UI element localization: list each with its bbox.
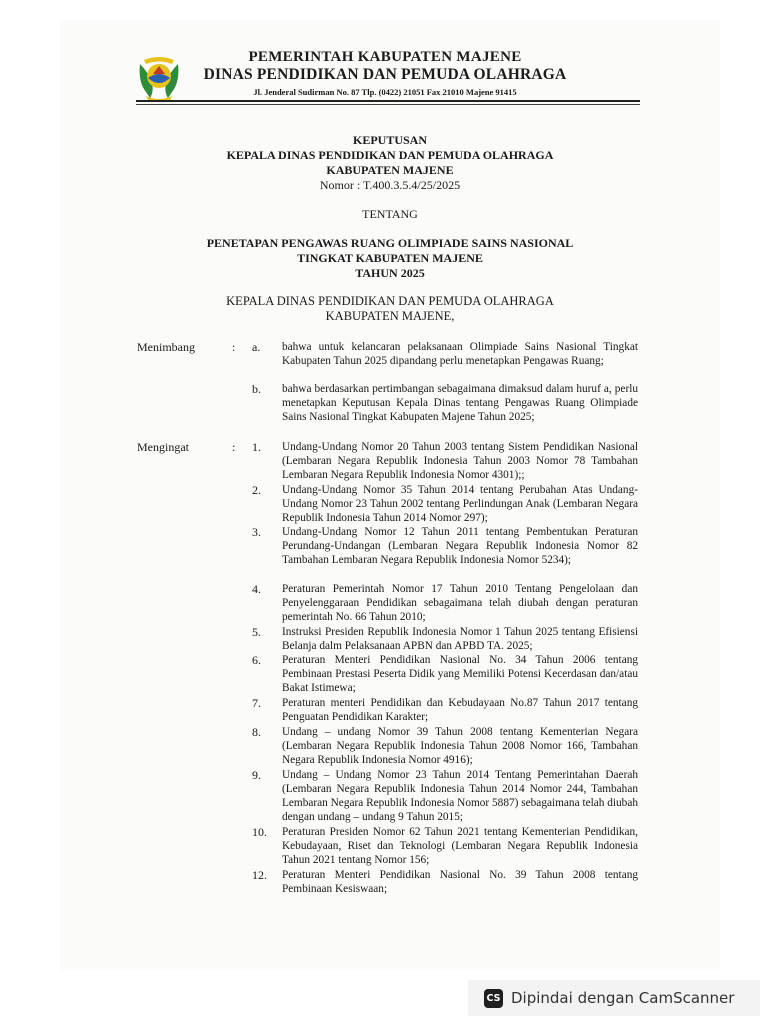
menimbang-item-number: a. xyxy=(252,340,261,354)
mengingat-item-number: 4. xyxy=(252,582,261,596)
subject-line-2: TINGKAT KABUPATEN MAJENE xyxy=(297,251,483,265)
mengingat-item-number: 1. xyxy=(252,440,261,454)
department-address: Jl. Jenderal Sudirman No. 87 Tlp. (0422) 21051 Fax 21010 Majene 91415 xyxy=(253,87,517,97)
mengingat-item-number: 7. xyxy=(252,696,261,710)
camscanner-watermark xyxy=(468,980,760,1016)
mengingat-item-text: Peraturan Pemerintah Nomor 17 Tahun 2010 Tentang Pengelolaan dan Penyelenggaraan Pendidikan sebagaimana telah diubah dengan peraturan pemerintah No. 66 Tahun 2010; xyxy=(282,583,638,623)
mengingat-item-number: 3. xyxy=(252,525,261,539)
mengingat-item-number: 5. xyxy=(252,625,261,639)
mengingat-item-text: Peraturan Menteri Pendidikan Nasional No. 39 Tahun 2008 tentang Pembinaan Kesiswaan; xyxy=(282,869,638,895)
letterhead-rule-thick xyxy=(136,100,640,102)
about-heading: TENTANG xyxy=(362,207,418,221)
department-name: DINAS PENDIDIKAN DAN PEMUDA OLAHRAGA xyxy=(203,66,567,83)
mengingat-label: Mengingat xyxy=(137,440,189,454)
mengingat-item-text: Undang-Undang Nomor 20 Tahun 2003 tentang Sistem Pendidikan Nasional (Lembaran Negara Republik Indonesia Tahun 2003 Nomor 78 Tambahan Lembaran Negara Republik Indonesia Nomor 4301);; xyxy=(282,441,638,481)
authority-line-2: KABUPATEN MAJENE, xyxy=(325,309,455,323)
menimbang-item-number: b. xyxy=(252,382,261,396)
mengingat-item-text: Peraturan Menteri Pendidikan Nasional No. 34 Tahun 2006 tentang Pembinaan Prestasi Peserta Didik yang Memiliki Potensi Kecerdasan dan/atau Bakat Istimewa; xyxy=(282,654,638,694)
mengingat-item-text: Undang – undang Nomor 39 Tahun 2008 tentang Kementerian Negara (Lembaran Negara Republik Indonesia Tahun 2008 Nomor 166, Tambahan Negara Republik Indonesia Nomor 4916); xyxy=(282,726,638,766)
mengingat-item-text: Undang-Undang Nomor 35 Tahun 2014 tentang Perubahan Atas Undang-Undang Nomor 23 Tahun 2002 tentang Perlindungan Anak (Lembaran Negara Republik Indonesia Tahun 2014 Nomor 297); xyxy=(282,484,638,524)
decree-issuer: KEPALA DINAS PENDIDIKAN DAN PEMUDA OLAHRAGA xyxy=(226,148,554,162)
letterhead-rule-thin xyxy=(136,104,640,105)
menimbang-item-text: bahwa berdasarkan pertimbangan sebagaimana dimaksud dalam huruf a, perlu menetapkan Keputusan Kepala Dinas tentang Pengawas Ruang Olimpiade Sains Nasional Tingkat Kabupaten Majene Tahun 2025; xyxy=(282,383,638,423)
mengingat-item-number: 12. xyxy=(252,868,267,882)
menimbang-label: Menimbang xyxy=(137,340,195,354)
camscanner-icon: CS xyxy=(484,989,503,1008)
letterhead xyxy=(190,48,580,98)
mengingat-item-text: Undang – Undang Nomor 23 Tahun 2014 Tentang Pemerintahan Daerah (Lembaran Negara Republik Indonesia Tahun 2014 Nomor 244, Tambahan Lembaran Negara Republik Indonesia Nomor 5887) sebagaimana telah diubah dengan undang – undang 9 Tahun 2015; xyxy=(282,769,638,823)
menimbang-item-text: bahwa untuk kelancaran pelaksanaan Olimpiade Sains Nasional Tingkat Kabupaten Tahun 2025 dipandang perlu menetapkan Pengawas Ruang; xyxy=(282,341,638,367)
camscanner-label: Dipindai dengan CamScanner xyxy=(511,989,735,1007)
mengingat-colon: : xyxy=(232,440,236,454)
subject-line-3: TAHUN 2025 xyxy=(355,266,425,280)
government-name: PEMERINTAH KABUPATEN MAJENE xyxy=(248,49,522,65)
mengingat-item-number: 8. xyxy=(252,725,261,739)
mengingat-item-text: Peraturan menteri Pendidikan dan Kebudayaan No.87 Tahun 2017 tentang Penguatan Pendidikan Karakter; xyxy=(282,697,638,723)
mengingat-item-text: Undang-Undang Nomor 12 Tahun 2011 tentang Pembentukan Peraturan Perundang-Undangan (Lembaran Negara Republik Indonesia Nomor 82 Tambahan Lembaran Negara Republik Indonesia Nomor 5234); xyxy=(282,526,638,566)
menimbang-colon: : xyxy=(232,340,236,354)
mengingat-item-number: 10. xyxy=(252,825,267,839)
mengingat-item-number: 2. xyxy=(252,483,261,497)
mengingat-item-number: 9. xyxy=(252,768,261,782)
mengingat-item-text: Peraturan Presiden Nomor 62 Tahun 2021 tentang Kementerian Pendidikan, Kebudayaan, Riset dan Teknologi (Lembaran Negara Republik Indonesia Tahun 2021 tentang Nomor 156; xyxy=(282,826,638,866)
decree-heading: KEPUTUSAN xyxy=(352,133,427,147)
mengingat-item-number: 6. xyxy=(252,653,261,667)
decree-number: Nomor : T.400.3.5.4/25/2025 xyxy=(319,178,461,192)
mengingat-item-text: Instruksi Presiden Republik Indonesia Nomor 1 Tahun 2025 tentang Efisiensi Belanja dalm Pelaksanaan APBN dan APBD TA. 2025; xyxy=(282,626,638,652)
decree-region: KABUPATEN MAJENE xyxy=(326,163,454,177)
majene-regency-logo xyxy=(136,52,182,102)
subject-line-1: PENETAPAN PENGAWAS RUANG OLIMPIADE SAINS NASIONAL xyxy=(206,236,574,250)
authority-line-1: KEPALA DINAS PENDIDIKAN DAN PEMUDA OLAHRAGA xyxy=(226,294,554,308)
